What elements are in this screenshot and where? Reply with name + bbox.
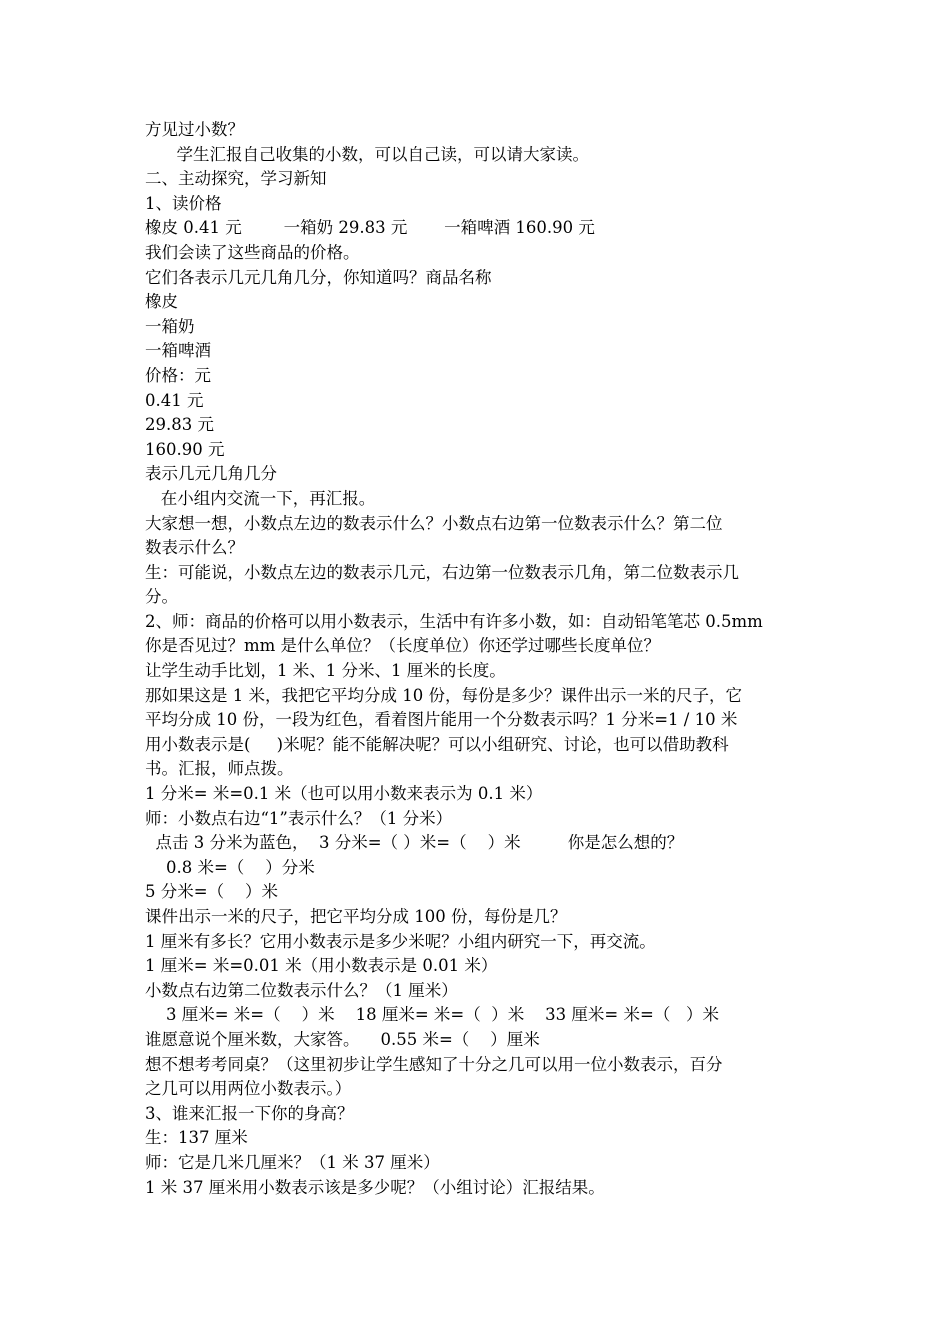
- text-line: 数表示什么？: [145, 538, 244, 558]
- text-line: 表示几元几角几分: [145, 464, 277, 484]
- text-line: 0.41 元: [145, 390, 204, 410]
- text-line: 一箱奶: [145, 316, 195, 336]
- text-line: 价格：元: [145, 365, 211, 385]
- text-line: 点击 3 分米为蓝色， 3 分米=（ ）米=（ ）米 你是怎么想的？: [145, 833, 684, 853]
- text-line: 橡皮: [145, 292, 178, 312]
- text-line: 生：可能说，小数点左边的数表示几元，右边第一位数表示几角，第二位数表示几: [145, 562, 739, 582]
- text-line: 29.83 元: [145, 415, 214, 435]
- text-line: 它们各表示几元几角几分，你知道吗？商品名称: [145, 267, 492, 287]
- text-line: 3 厘米= 米=（ ）米 18 厘米= 米=（ ）米 33 厘米= 米=（ ）米: [145, 1005, 720, 1025]
- text-line: 1 厘米= 米=0.01 米（用小数表示是 0.01 米）: [145, 956, 498, 976]
- text-line: 0.8 米=（ ）分米: [145, 857, 315, 877]
- text-line: 大家想一想，小数点左边的数表示什么？小数点右边第一位数表示什么？第二位: [145, 513, 723, 533]
- text-line: 在小组内交流一下，再汇报。: [145, 488, 376, 508]
- text-line: 师：它是几米几厘米？（1 米 37 厘米）: [145, 1152, 440, 1172]
- text-line: 之几可以用两位小数表示。）: [145, 1079, 352, 1099]
- text-line: 谁愿意说个厘米数，大家答。 0.55 米=（ ）厘米: [145, 1029, 540, 1049]
- text-line: 橡皮 0.41 元 一箱奶 29.83 元 一箱啤酒 160.90 元: [145, 218, 595, 238]
- subsection-heading: 2、师：商品的价格可以用小数表示，生活中有许多小数，如：自动铅笔笔芯 0.5mm: [145, 611, 763, 631]
- text-line: 用小数表示是( )米呢？能不能解决呢？可以小组研究、讨论，也可以借助教科: [145, 734, 729, 754]
- text-line: 那如果这是 1 米，我把它平均分成 10 份，每份是多少？课件出示一米的尺子，它: [145, 685, 742, 705]
- text-line: 1 分米= 米=0.1 米（也可以用小数来表示为 0.1 米）: [145, 784, 543, 804]
- text-line: 让学生动手比划，1 米、1 分米、1 厘米的长度。: [145, 661, 506, 681]
- text-line: 你是否见过？mm 是什么单位？（长度单位）你还学过哪些长度单位？: [145, 636, 661, 656]
- text-line: 想不想考考同桌？（这里初步让学生感知了十分之几可以用一位小数表示，百分: [145, 1054, 723, 1074]
- text-line: 160.90 元: [145, 439, 225, 459]
- document-body: [145, 118, 810, 1200]
- subsection-heading: 1、读价格: [145, 193, 222, 213]
- text-line: 我们会读了这些商品的价格。: [145, 242, 360, 262]
- text-line: 学生汇报自己收集的小数，可以自己读，可以请大家读。: [145, 144, 589, 164]
- text-line: 课件出示一米的尺子，把它平均分成 100 份，每份是几？: [145, 907, 567, 926]
- text-line: 平均分成 10 份，一段为红色，看着图片能用一个分数表示吗？1 分米=1 / 10 米: [145, 710, 738, 730]
- text-line: 一箱啤酒: [145, 341, 211, 361]
- text-line: 方见过小数？: [145, 120, 244, 139]
- subsection-heading: 3、谁来汇报一下你的身高？: [145, 1103, 354, 1123]
- text-line: 生：137 厘米: [145, 1128, 248, 1148]
- text-line: 5 分米=（ ）米: [145, 882, 279, 902]
- section-heading: 二、主动探究，学习新知: [145, 169, 327, 189]
- text-line: 1 米 37 厘米用小数表示该是多少呢？（小组讨论）汇报结果。: [145, 1177, 605, 1197]
- text-line: 小数点右边第二位数表示什么？（1 厘米）: [145, 980, 458, 1000]
- text-line: 1 厘米有多长？它用小数表示是多少米呢？小组内研究一下，再交流。: [145, 931, 656, 951]
- text-line: 师：小数点右边“1”表示什么？（1 分米）: [145, 808, 453, 828]
- text-line: 书。汇报，师点拨。: [145, 759, 294, 779]
- text-line: 分。: [145, 587, 178, 607]
